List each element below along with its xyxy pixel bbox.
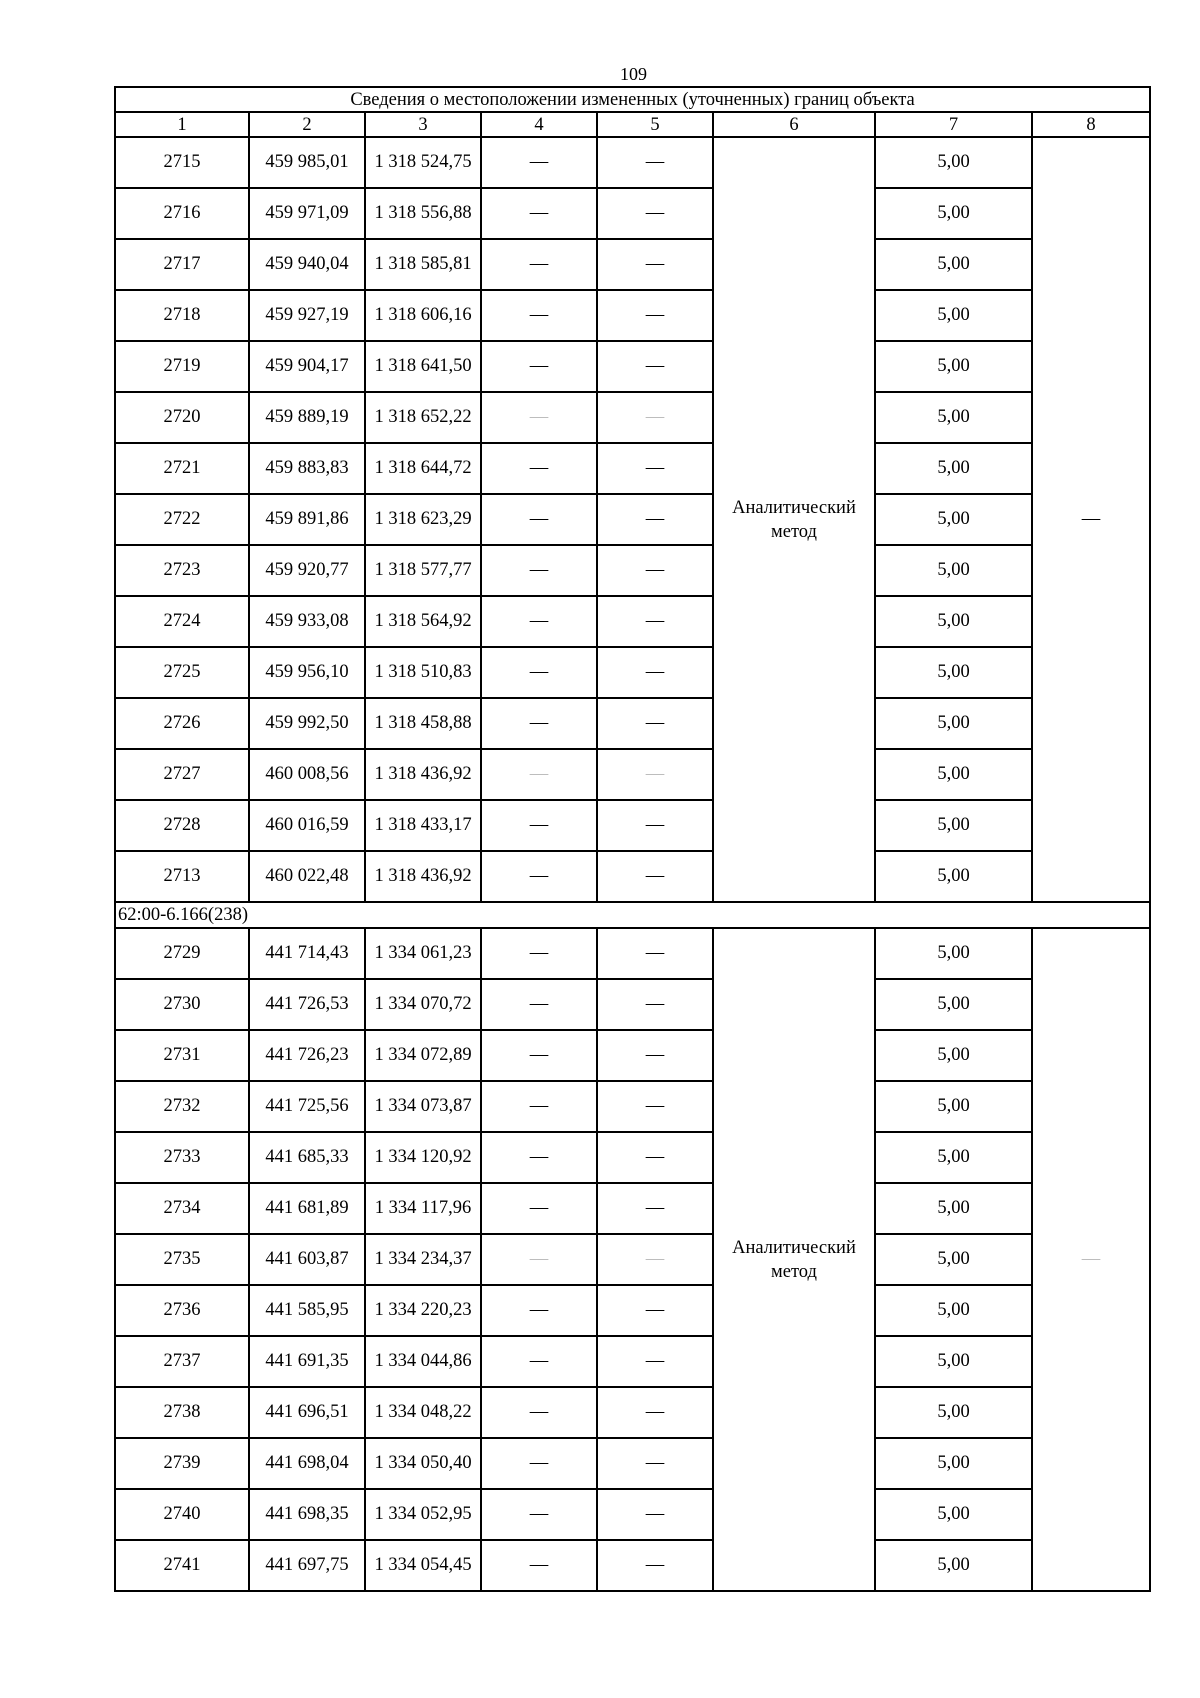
column-5-cell: — — [597, 1081, 713, 1132]
table-row — [115, 851, 1150, 902]
point-number-cell: 2726 — [115, 698, 249, 749]
coordinate-x-cell: 441 681,89 — [249, 1183, 365, 1234]
column-4-cell: — — [481, 188, 597, 239]
table-row — [115, 1285, 1150, 1336]
column-5-cell: — — [597, 749, 713, 800]
accuracy-cell: 5,00 — [875, 341, 1032, 392]
coordinate-y-cell: 1 334 048,22 — [365, 1387, 481, 1438]
column-5-cell: — — [597, 698, 713, 749]
point-number-cell: 2741 — [115, 1540, 249, 1591]
column-header: 5 — [597, 112, 713, 137]
point-number-cell: 2727 — [115, 749, 249, 800]
coordinate-y-cell: 1 334 054,45 — [365, 1540, 481, 1591]
boundary-coordinates-table — [114, 86, 1151, 1592]
point-number-cell: 2720 — [115, 392, 249, 443]
column-5-cell: — — [597, 443, 713, 494]
coordinate-y-cell: 1 318 564,92 — [365, 596, 481, 647]
column-5-cell: — — [597, 188, 713, 239]
coordinate-y-cell: 1 318 524,75 — [365, 137, 481, 188]
column-4-cell: — — [481, 596, 597, 647]
column-4-cell: — — [481, 443, 597, 494]
accuracy-cell: 5,00 — [875, 1132, 1032, 1183]
column-5-cell: — — [597, 1438, 713, 1489]
point-number-cell: 2717 — [115, 239, 249, 290]
point-number-cell: 2731 — [115, 1030, 249, 1081]
coordinate-y-cell: 1 318 577,77 — [365, 545, 481, 596]
coordinate-y-cell: 1 318 606,16 — [365, 290, 481, 341]
coordinate-x-cell: 441 726,53 — [249, 979, 365, 1030]
column-4-cell: — — [481, 239, 597, 290]
coordinate-x-cell: 460 016,59 — [249, 800, 365, 851]
point-number-cell: 2733 — [115, 1132, 249, 1183]
coordinate-y-cell: 1 318 556,88 — [365, 188, 481, 239]
column-5-cell: — — [597, 1387, 713, 1438]
table-row — [115, 1489, 1150, 1540]
coordinate-x-cell: 441 698,35 — [249, 1489, 365, 1540]
point-number-cell: 2728 — [115, 800, 249, 851]
coordinate-y-cell: 1 318 623,29 — [365, 494, 481, 545]
accuracy-cell: 5,00 — [875, 1336, 1032, 1387]
coordinate-y-cell: 1 318 433,17 — [365, 800, 481, 851]
column-4-cell: — — [481, 1489, 597, 1540]
coordinate-x-cell: 441 726,23 — [249, 1030, 365, 1081]
column-8-cell: — — [1032, 928, 1150, 1591]
coordinate-x-cell: 459 933,08 — [249, 596, 365, 647]
coordinate-x-cell: 459 927,19 — [249, 290, 365, 341]
point-number-cell: 2725 — [115, 647, 249, 698]
determination-method-cell: Аналитический метод — [713, 928, 875, 1591]
accuracy-cell: 5,00 — [875, 1234, 1032, 1285]
point-number-cell: 2734 — [115, 1183, 249, 1234]
coordinate-y-cell: 1 334 072,89 — [365, 1030, 481, 1081]
column-5-cell: — — [597, 137, 713, 188]
table-row — [115, 1540, 1150, 1591]
column-4-cell: — — [481, 698, 597, 749]
coordinate-x-cell: 441 697,75 — [249, 1540, 365, 1591]
column-5-cell: — — [597, 1336, 713, 1387]
column-4-cell: — — [481, 647, 597, 698]
column-4-cell: — — [481, 1234, 597, 1285]
coordinate-y-cell: 1 318 644,72 — [365, 443, 481, 494]
point-number-cell: 2739 — [115, 1438, 249, 1489]
coordinate-x-cell: 459 889,19 — [249, 392, 365, 443]
coordinate-y-cell: 1 334 061,23 — [365, 928, 481, 979]
column-4-cell: — — [481, 1540, 597, 1591]
column-header: 2 — [249, 112, 365, 137]
coordinate-y-cell: 1 318 458,88 — [365, 698, 481, 749]
column-4-cell: — — [481, 392, 597, 443]
column-5-cell: — — [597, 1489, 713, 1540]
coordinate-y-cell: 1 334 070,72 — [365, 979, 481, 1030]
point-number-cell: 2715 — [115, 137, 249, 188]
determination-method-cell: Аналитический метод — [713, 137, 875, 902]
section-label: 62:00-6.166(238) — [115, 902, 1150, 928]
column-8-cell: — — [1032, 137, 1150, 902]
point-number-cell: 2729 — [115, 928, 249, 979]
accuracy-cell: 5,00 — [875, 188, 1032, 239]
table-row — [115, 1336, 1150, 1387]
column-5-cell: — — [597, 545, 713, 596]
coordinate-x-cell: 460 022,48 — [249, 851, 365, 902]
table-row — [115, 494, 1150, 545]
column-4-cell: — — [481, 1336, 597, 1387]
column-header-row — [115, 112, 1150, 137]
coordinate-x-cell: 441 698,04 — [249, 1438, 365, 1489]
column-5-cell: — — [597, 647, 713, 698]
column-5-cell: — — [597, 494, 713, 545]
accuracy-cell: 5,00 — [875, 1285, 1032, 1336]
accuracy-cell: 5,00 — [875, 290, 1032, 341]
column-5-cell: — — [597, 800, 713, 851]
coordinate-x-cell: 441 685,33 — [249, 1132, 365, 1183]
table-row — [115, 545, 1150, 596]
table-row — [115, 290, 1150, 341]
table-body — [115, 87, 1150, 1591]
coordinate-x-cell: 459 985,01 — [249, 137, 365, 188]
accuracy-cell: 5,00 — [875, 545, 1032, 596]
point-number-cell: 2719 — [115, 341, 249, 392]
point-number-cell: 2737 — [115, 1336, 249, 1387]
accuracy-cell: 5,00 — [875, 1030, 1032, 1081]
table-row — [115, 1030, 1150, 1081]
accuracy-cell: 5,00 — [875, 749, 1032, 800]
column-5-cell: — — [597, 1132, 713, 1183]
column-5-cell: — — [597, 928, 713, 979]
column-4-cell: — — [481, 1132, 597, 1183]
table-row — [115, 341, 1150, 392]
accuracy-cell: 5,00 — [875, 443, 1032, 494]
column-4-cell: — — [481, 928, 597, 979]
accuracy-cell: 5,00 — [875, 137, 1032, 188]
coordinate-y-cell: 1 334 220,23 — [365, 1285, 481, 1336]
section-label-row — [115, 902, 1150, 928]
table-row — [115, 1132, 1150, 1183]
point-number-cell: 2735 — [115, 1234, 249, 1285]
column-4-cell: — — [481, 545, 597, 596]
column-4-cell: — — [481, 137, 597, 188]
accuracy-cell: 5,00 — [875, 1489, 1032, 1540]
accuracy-cell: 5,00 — [875, 698, 1032, 749]
column-4-cell: — — [481, 1438, 597, 1489]
column-4-cell: — — [481, 851, 597, 902]
column-5-cell: — — [597, 1285, 713, 1336]
column-4-cell: — — [481, 1030, 597, 1081]
accuracy-cell: 5,00 — [875, 1438, 1032, 1489]
coordinate-y-cell: 1 318 436,92 — [365, 851, 481, 902]
point-number-cell: 2740 — [115, 1489, 249, 1540]
table-row — [115, 1438, 1150, 1489]
table-row — [115, 137, 1150, 188]
coordinate-x-cell: 441 603,87 — [249, 1234, 365, 1285]
coordinate-y-cell: 1 334 052,95 — [365, 1489, 481, 1540]
accuracy-cell: 5,00 — [875, 392, 1032, 443]
coordinate-x-cell: 459 971,09 — [249, 188, 365, 239]
column-4-cell: — — [481, 290, 597, 341]
table-row — [115, 1234, 1150, 1285]
accuracy-cell: 5,00 — [875, 1081, 1032, 1132]
point-number-cell: 2724 — [115, 596, 249, 647]
column-5-cell: — — [597, 1234, 713, 1285]
coordinate-x-cell: 459 883,83 — [249, 443, 365, 494]
column-5-cell: — — [597, 392, 713, 443]
point-number-cell: 2722 — [115, 494, 249, 545]
accuracy-cell: 5,00 — [875, 1183, 1032, 1234]
point-number-cell: 2718 — [115, 290, 249, 341]
table-row — [115, 698, 1150, 749]
table-row — [115, 596, 1150, 647]
table-row — [115, 1387, 1150, 1438]
column-4-cell: — — [481, 1387, 597, 1438]
accuracy-cell: 5,00 — [875, 1387, 1032, 1438]
column-4-cell: — — [481, 1081, 597, 1132]
accuracy-cell: 5,00 — [875, 647, 1032, 698]
table-row — [115, 647, 1150, 698]
accuracy-cell: 5,00 — [875, 851, 1032, 902]
table-row — [115, 188, 1150, 239]
point-number-cell: 2723 — [115, 545, 249, 596]
column-4-cell: — — [481, 800, 597, 851]
table-row — [115, 1081, 1150, 1132]
point-number-cell: 2736 — [115, 1285, 249, 1336]
coordinate-y-cell: 1 334 117,96 — [365, 1183, 481, 1234]
column-4-cell: — — [481, 1183, 597, 1234]
coordinate-y-cell: 1 318 510,83 — [365, 647, 481, 698]
column-5-cell: — — [597, 596, 713, 647]
column-header: 4 — [481, 112, 597, 137]
column-header: 3 — [365, 112, 481, 137]
table-row — [115, 1183, 1150, 1234]
column-4-cell: — — [481, 494, 597, 545]
column-header: 7 — [875, 112, 1032, 137]
coordinate-x-cell: 459 891,86 — [249, 494, 365, 545]
point-number-cell: 2738 — [115, 1387, 249, 1438]
table-row — [115, 239, 1150, 290]
column-5-cell: — — [597, 979, 713, 1030]
column-header: 8 — [1032, 112, 1150, 137]
column-5-cell: — — [597, 341, 713, 392]
table-row — [115, 443, 1150, 494]
table-row — [115, 979, 1150, 1030]
point-number-cell: 2713 — [115, 851, 249, 902]
column-5-cell: — — [597, 851, 713, 902]
coordinate-x-cell: 441 691,35 — [249, 1336, 365, 1387]
table-row — [115, 928, 1150, 979]
accuracy-cell: 5,00 — [875, 494, 1032, 545]
column-4-cell: — — [481, 749, 597, 800]
coordinate-x-cell: 459 920,77 — [249, 545, 365, 596]
point-number-cell: 2730 — [115, 979, 249, 1030]
column-5-cell: — — [597, 1183, 713, 1234]
coordinate-y-cell: 1 334 050,40 — [365, 1438, 481, 1489]
coordinate-y-cell: 1 334 234,37 — [365, 1234, 481, 1285]
accuracy-cell: 5,00 — [875, 239, 1032, 290]
coordinate-x-cell: 441 725,56 — [249, 1081, 365, 1132]
table-title-row — [115, 87, 1150, 112]
coordinate-x-cell: 441 696,51 — [249, 1387, 365, 1438]
coordinate-y-cell: 1 318 641,50 — [365, 341, 481, 392]
accuracy-cell: 5,00 — [875, 800, 1032, 851]
point-number-cell: 2721 — [115, 443, 249, 494]
column-header: 1 — [115, 112, 249, 137]
column-4-cell: — — [481, 341, 597, 392]
coordinate-x-cell: 459 992,50 — [249, 698, 365, 749]
column-5-cell: — — [597, 1540, 713, 1591]
coordinate-x-cell: 441 714,43 — [249, 928, 365, 979]
coordinate-y-cell: 1 334 073,87 — [365, 1081, 481, 1132]
coordinate-x-cell: 460 008,56 — [249, 749, 365, 800]
coordinate-y-cell: 1 334 120,92 — [365, 1132, 481, 1183]
coordinate-x-cell: 459 940,04 — [249, 239, 365, 290]
table-title: Сведения о местоположении измененных (уточненных) границ объекта — [115, 87, 1150, 112]
coordinate-y-cell: 1 334 044,86 — [365, 1336, 481, 1387]
point-number-cell: 2732 — [115, 1081, 249, 1132]
accuracy-cell: 5,00 — [875, 596, 1032, 647]
point-number-cell: 2716 — [115, 188, 249, 239]
table-row — [115, 749, 1150, 800]
coordinate-y-cell: 1 318 652,22 — [365, 392, 481, 443]
column-header: 6 — [713, 112, 875, 137]
column-5-cell: — — [597, 1030, 713, 1081]
column-5-cell: — — [597, 239, 713, 290]
coordinate-y-cell: 1 318 436,92 — [365, 749, 481, 800]
column-4-cell: — — [481, 1285, 597, 1336]
table-row — [115, 800, 1150, 851]
accuracy-cell: 5,00 — [875, 928, 1032, 979]
accuracy-cell: 5,00 — [875, 979, 1032, 1030]
accuracy-cell: 5,00 — [875, 1540, 1032, 1591]
coordinate-x-cell: 459 956,10 — [249, 647, 365, 698]
coordinate-y-cell: 1 318 585,81 — [365, 239, 481, 290]
coordinate-x-cell: 459 904,17 — [249, 341, 365, 392]
coordinate-x-cell: 441 585,95 — [249, 1285, 365, 1336]
page-number: 109 — [620, 64, 647, 84]
table-row — [115, 392, 1150, 443]
column-5-cell: — — [597, 290, 713, 341]
column-4-cell: — — [481, 979, 597, 1030]
